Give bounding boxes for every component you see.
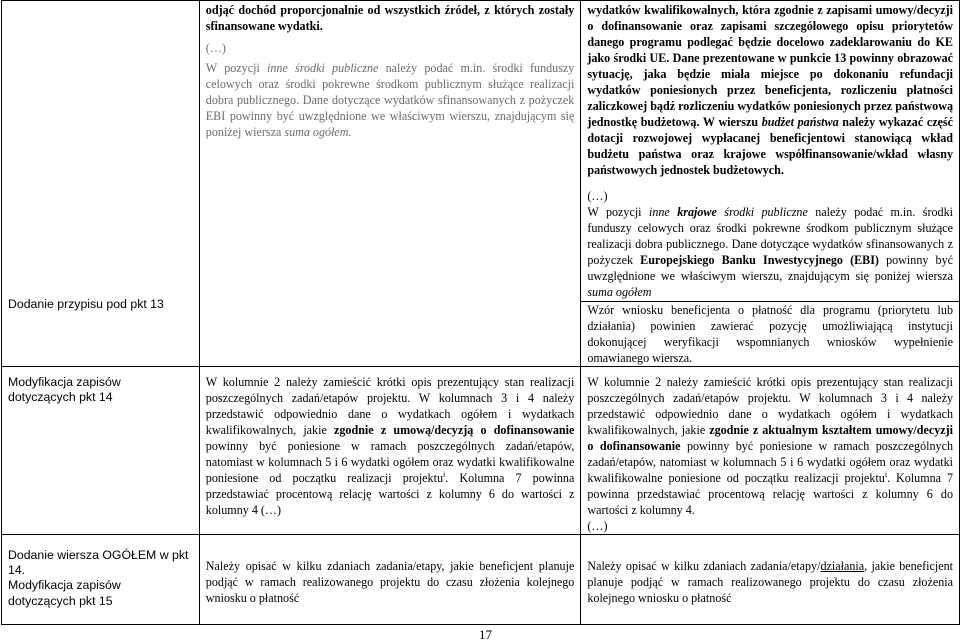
change-label-15: Dodanie wiersza OGÓŁEM w pkt 14. Modyfikacja zapisów dotyczących pkt 15 [8,548,189,608]
table-row [2,1,960,367]
new-text-cell [581,367,960,535]
change-label-13: Dodanie przypisu pod pkt 13 [8,297,164,311]
new-ellipsis: (…) [587,189,608,203]
new-text-cell [581,535,960,625]
old-text-cell [199,535,581,625]
new-text-continuation: wydatków kwalifikowalnych, która zgodnie z zapisami umowy/decyzji o dofinansowanie oraz zapisami szczegółowego opisu priorytetów danego programu podlegać będzie docelowo zadeklarowaniu do KE jako środki UE. Dane prezentowane w punkcie 13 powinny obrazować sytuację, jaka będzie miała miejsce po dokonaniu refundacji wydatków poniesionych przez beneficjenta, rozliczeniu płatności zaliczkowej bądź rozliczeniu wydatków poniesionych przez państwową jednostkę budżetową. W wierszu budżet państwa należy wykazać część dotacji rozwojowej wypłacanej beneficjentowi stanowiącą wkład budżetu państwa oraz krajowe współfinansowanie/wkład własny państwowych jednostek budżetowych. [587,3,954,177]
change-label-cell [2,1,200,367]
new-paragraph-zadania: Należy opisać w kilku zdaniach zadania/etapy/działania, jakie beneficjent planuje podjąć w ramach realizowanego projektu do czasu złożenia kolejnego wniosku o płatność [587,559,953,605]
old-paragraph-zadania: Należy opisać w kilku zdaniach zadania/etapy, jakie beneficjent planuje podjąć w ramach realizowanego projektu do czasu złożenia kolejnego wniosku o płatność [205,559,575,605]
change-label-cell [2,535,200,625]
change-label-cell [2,367,200,535]
old-paragraph-inne-srodki: W pozycji inne środki publiczne należy podać m.in. środki funduszy celowych oraz środki pokrewne środkom publicznym służące realizacji dobra publicznego. Dane dotyczące wydatków sfinansowanych z pożyczek EBI powinny być uwzględnione we właściwym wierszu, znajdującym się poniżej wiersza suma ogółem. [205,61,575,139]
change-label-14: Modyfikacja zapisów dotyczących pkt 14 [8,375,121,405]
table-row [2,367,960,535]
old-text-cell [199,1,581,367]
page-number: 17 [479,627,492,642]
old-text-cell [199,367,581,535]
new-paragraph-wzor-wniosku: Wzór wniosku beneficjenta o płatność dla programu (priorytetu lub działania) powinien zawierać pozycję umożliwiającą instytucji dokonującej weryfikacji wspomnianych wniosków wypełnienie omawianego wiersza. [587,303,953,365]
old-paragraph-kolumny: W kolumnie 2 należy zamieścić krótki opis prezentujący stan realizacji poszczególnych zadań/etapów projektu. W kolumnach 3 i 4 należy przedstawić odpowiednio dane o wydatkach ogółem i wydatkach kwalifikowalnych, jakie zgodnie z umową/decyzją o dofinansowanie powinny być poniesione w ramach poszczególnych zadań/etapów, natomiast w kolumnach 5 i 6 wydatki ogółem oraz wydatki kwalifikowalne poniesione od początku realizacji projektu$^i$. Kolumna 7 powinna przedstawiać procentową relację wartości z kolumny 6 do wartości z kolumny 4 (…) [205,375,575,517]
new-paragraph-inne-srodki: W pozycji inne krajowe środki publiczne należy podać m.in. środki funduszy celowych oraz środki pokrewne środkom publicznym służące realizacji dobra publicznego. Dane dotyczące wydatków sfinansowanych z pożyczek Europejskiego Banku Inwestycyjnego (EBI) powinny być uwzględnione we właściwym wierszu, znajdującym się poniżej wiersza suma ogółem [587,205,953,299]
changes-table [1,0,960,625]
old-ellipsis: (…) [205,41,226,55]
table-row [2,535,960,625]
new-paragraph-kolumny: W kolumnie 2 należy zamieścić krótki opis prezentujący stan realizacji poszczególnych zadań/etapów projektu. W kolumnach 3 i 4 należy przedstawić odpowiednio dane o wydatkach ogółem i wydatkach kwalifikowalnych, jakie zgodnie z aktualnym kształtem umowy/decyzji o dofinansowanie powinny być poniesione w ramach poszczególnych zadań/etapów, natomiast w kolumnach 5 i 6 wydatki ogółem oraz wydatki kwalifikowalne poniesione od początku realizacji projektu$^i$. Kolumna 7 powinna przedstawiać procentową relację wartości z kolumny 6 do wartości z kolumny 4. [587,375,953,517]
new-text-cell [581,1,960,367]
new-ellipsis-2: (…) [587,519,608,533]
old-text-continuation: odjąć dochód proporcjonalnie od wszystkich źródeł, z których zostały sfinansowane wydatki. [205,3,575,33]
